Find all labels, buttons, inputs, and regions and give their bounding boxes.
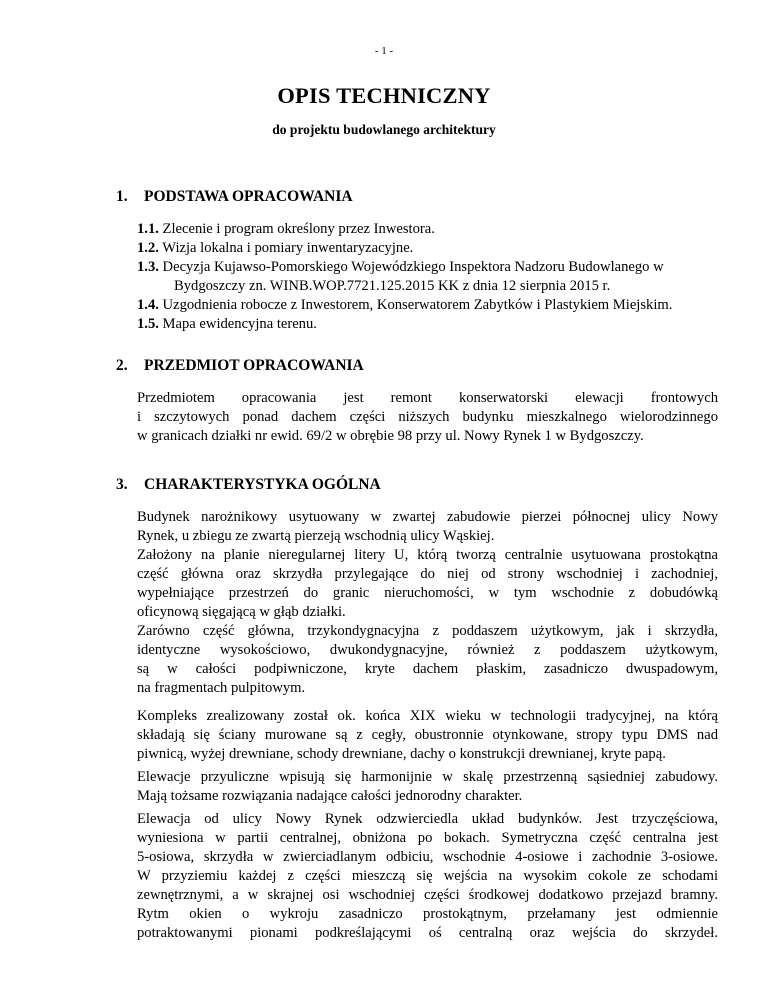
text-line: Mają tożsame rozwiązania nadające całości jednorodny charakter. xyxy=(137,788,523,804)
text-line: na fragmentach pulpitowym. xyxy=(137,680,306,696)
item-text: Uzgodnienia robocze z Inwestorem, Konserwatorem Zabytków i Plastykiem Miejskim. xyxy=(162,297,673,313)
text-line: Zarówno część główna, trzykondygnacyjna z poddaszem użytkowym, jak i skrzydła, xyxy=(137,623,718,639)
text-line: W przyziemiu każdej z części mieszczą się wejścia na wysokim cokole ze schodami xyxy=(137,868,718,884)
section-3-heading xyxy=(116,475,381,494)
document-title: OPIS TECHNICZNY xyxy=(277,83,491,108)
text-line: wyniesiona w partii centralnej, obniżona po bokach. Symetryczna część centralna jest xyxy=(137,830,718,846)
section-1-heading xyxy=(116,187,353,206)
text-line: piwnicą, wyżej drewniane, schody drewniane, dachy o konstrukcji drewnianej, kryte papą. xyxy=(137,746,666,762)
text-line: Przedmiotem opracowania jest remont konserwatorski elewacji frontowych xyxy=(137,390,718,406)
list-item xyxy=(137,258,717,296)
section-1-list xyxy=(137,220,717,334)
list-item xyxy=(137,315,717,334)
section-title: PODSTAWA OPRACOWANIA xyxy=(144,188,353,205)
section-number: 2. xyxy=(116,357,128,374)
document-subtitle: do projektu budowlanego architektury xyxy=(272,122,496,137)
text-line: potraktowanymi pionami podkreślającymi oś centralną oraz wejścia do skrzydeł. xyxy=(137,925,718,941)
text-line: Elewacja od ulicy Nowy Rynek odzwierciedla układ budynków. Jest trzyczęściowa, xyxy=(137,811,718,827)
text-line: Rynek, u zbiegu ze zwartą pierzeją wschodnią ulicy Wąskiej. xyxy=(137,528,495,544)
item-text: Wizja lokalna i pomiary inwentaryzacyjne. xyxy=(162,240,414,256)
section-number: 1. xyxy=(116,188,128,205)
item-number: 1.5. xyxy=(137,316,159,332)
section-2-paragraph xyxy=(137,389,718,446)
section-title: CHARAKTERYSTYKA OGÓLNA xyxy=(144,476,381,493)
item-number: 1.4. xyxy=(137,297,159,313)
item-text: Mapa ewidencyjna terenu. xyxy=(162,316,317,332)
text-line: składają się ściany murowane są z cegły, obustronnie otynkowane, stropy typu DMS nad xyxy=(137,727,718,743)
item-number: 1.2. xyxy=(137,240,159,256)
text-line: zewnętrznymi, a w skrajnej osi wschodniej części środkowej dodatkowo przejazd bramny. xyxy=(137,887,718,903)
item-text: Zlecenie i program określony przez Inwestora. xyxy=(162,221,435,237)
section-3-paragraph-3 xyxy=(137,768,718,806)
section-2-heading xyxy=(116,356,364,375)
page-number: - 1 - xyxy=(374,45,394,57)
section-3-paragraph-2 xyxy=(137,707,718,764)
text-line: w granicach działki nr ewid. 69/2 w obrębie 98 przy ul. Nowy Rynek 1 w Bydgoszczy. xyxy=(137,428,644,444)
text-line: są w całości podpiwniczone, kryte dachem płaskim, zasadniczo dwuspadowym, xyxy=(137,661,718,677)
text-line: Rytm okien o wykroju zasadniczo prostokątnym, przełamany jest odmiennie xyxy=(137,906,718,922)
section-3-paragraph-4 xyxy=(137,810,718,943)
item-number: 1.3. xyxy=(137,259,159,275)
item-text: Decyzja Kujawso-Pomorskiego Wojewódzkiego Inspektora Nadzoru Budowlanego w Bydgoszczy zn. WINB.WOP.7721.125.2015 KK z dnia 12 sierpnia 2015 r. xyxy=(162,259,664,294)
text-line: Założony na planie nieregularnej litery U, którą tworzą centralnie usytuowana prostokątna xyxy=(137,547,718,563)
text-line: identyczne wysokościowo, dwukondygnacyjne, również z poddaszem użytkowym, xyxy=(137,642,718,658)
list-item xyxy=(137,296,717,315)
list-item xyxy=(137,239,717,258)
text-line: Kompleks zrealizowany został ok. końca XIX wieku w technologii tradycyjnej, na którą xyxy=(137,708,718,724)
list-item xyxy=(137,220,717,239)
text-line: 5-osiowa, skrzydła w zwierciadlanym odbiciu, wschodnie 4-osiowe i zachodnie 3-osiowe. xyxy=(137,849,718,865)
section-number: 3. xyxy=(116,476,128,493)
text-line: oficynową sięgającą w głąb działki. xyxy=(137,604,346,620)
section-title: PRZEDMIOT OPRACOWANIA xyxy=(144,357,364,374)
text-line: Budynek narożnikowy usytuowany w zwartej zabudowie pierzei północnej ulicy Nowy xyxy=(137,509,718,525)
text-line: i szczytowych ponad dachem części niższych budynku mieszkalnego wielorodzinnego xyxy=(137,409,718,425)
section-3-paragraph-1 xyxy=(137,508,718,698)
item-number: 1.1. xyxy=(137,221,159,237)
text-line: część główna oraz skrzydła przylegające do niej od strony wschodniej i zachodniej, xyxy=(137,566,718,582)
text-line: Elewacje przyuliczne wpisują się harmonijnie w skalę przestrzenną sąsiedniej zabudowy. xyxy=(137,769,718,785)
text-line: wypełniające przestrzeń do granic nieruchomości, w tym wschodnie z dobudówką xyxy=(137,585,718,601)
